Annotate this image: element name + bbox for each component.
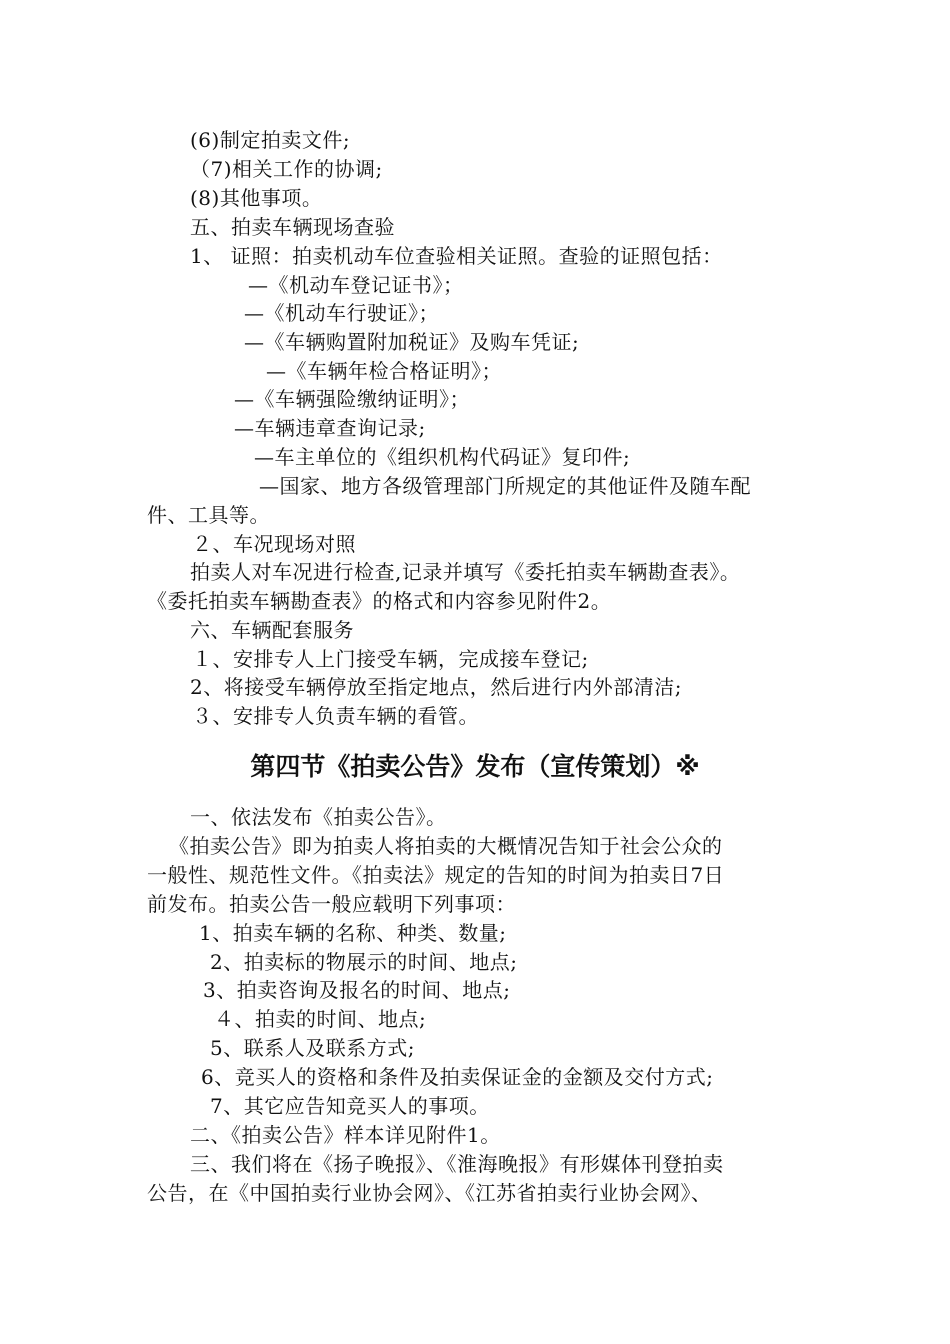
text-line: 2、将接受车辆停放至指定地点，然后进行内外部清洁;	[190, 675, 682, 699]
text-line: １、安排专人上门接受车辆，完成接车登记;	[192, 647, 589, 671]
text-line: ４、拍卖的时间、地点;	[214, 1007, 427, 1031]
text-line: 一般性、规范性文件。《拍卖法》规定的告知的时间为拍卖日7日	[147, 863, 725, 887]
text-line: —国家、地方各级管理部门所规定的其他证件及随车配	[259, 474, 751, 498]
text-line: （7)相关工作的协调;	[190, 157, 383, 181]
text-line: 一、依法发布《拍卖公告》。	[190, 805, 447, 829]
text-line: 件、工具等。	[147, 503, 270, 527]
text-line: 2、拍卖标的物展示的时间、地点;	[210, 950, 518, 974]
text-line: 5、联系人及联系方式;	[210, 1036, 415, 1060]
text-line: —《车辆购置附加税证》及购车凭证;	[244, 330, 580, 354]
text-line: ３、安排专人负责车辆的看管。	[192, 704, 479, 728]
text-line: 前发布。拍卖公告一般应载明下列事项：	[147, 892, 516, 916]
text-line: 拍卖人对车况进行检查,记录并填写《委托拍卖车辆勘查表》。	[190, 560, 741, 584]
text-line: 7、其它应告知竞买人的事项。	[210, 1094, 490, 1118]
text-line: —车辆违章查询记录;	[234, 416, 426, 440]
text-line: —《车辆强险缴纳证明》；	[234, 387, 470, 411]
text-line: —《机动车行驶证》；	[244, 301, 439, 325]
text-line: 六、车辆配套服务	[190, 618, 354, 642]
text-line: 1、 证照：拍卖机动车位查验相关证照。查验的证照包括：	[190, 244, 723, 268]
text-line: (6)制定拍卖文件;	[190, 128, 351, 152]
text-line: 五、拍卖车辆现场查验	[190, 215, 395, 239]
text-line: —《车辆年检合格证明》；	[266, 359, 502, 383]
text-line: 三、我们将在《扬子晚报》、《淮海晚报》有形媒体刊登拍卖	[190, 1152, 724, 1176]
text-line: 《委托拍卖车辆勘查表》的格式和内容参见附件2。	[147, 589, 612, 613]
text-line: 1、拍卖车辆的名称、种类、数量;	[199, 921, 507, 945]
text-line: 《拍卖公告》即为拍卖人将拍卖的大概情况告知于社会公众的	[169, 834, 723, 858]
text-line: ２、车况现场对照	[192, 532, 356, 556]
text-line: 3、拍卖咨询及报名的时间、地点;	[203, 978, 511, 1002]
section-heading: 第四节《拍卖公告》发布（宣传策划）※	[250, 752, 700, 781]
text-line: 公告，在《中国拍卖行业协会网》、《江苏省拍卖行业协会网》、	[147, 1181, 712, 1205]
text-line: —车主单位的《组织机构代码证》复印件;	[254, 445, 631, 469]
text-line: 二、《拍卖公告》样本详见附件1。	[190, 1123, 501, 1147]
text-line: —《机动车登记证书》；	[248, 273, 464, 297]
text-line: 6、竞买人的资格和条件及拍卖保证金的金额及交付方式;	[201, 1065, 714, 1089]
text-line: (8)其他事项。	[190, 186, 323, 210]
